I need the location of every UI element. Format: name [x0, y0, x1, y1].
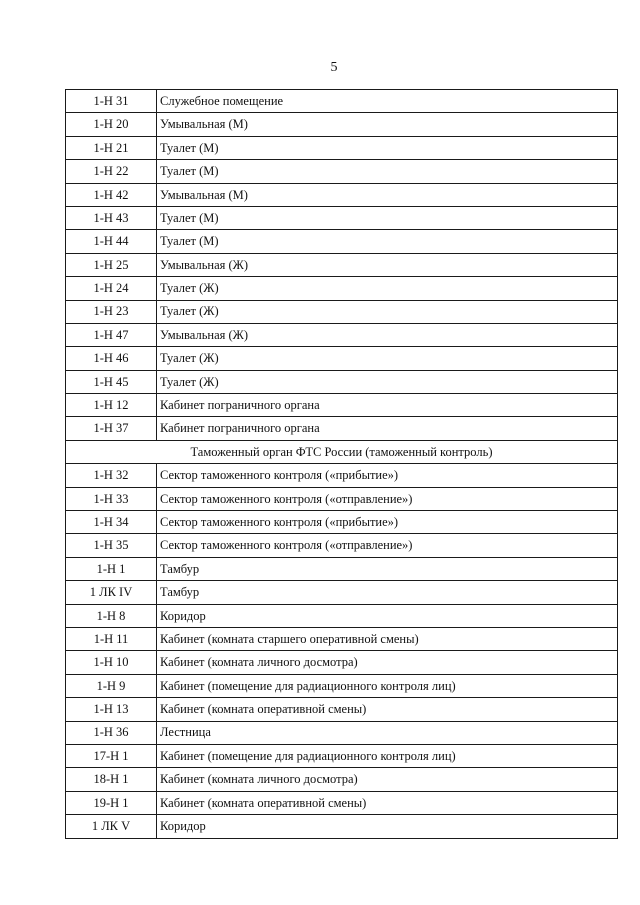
table-row	[66, 230, 618, 253]
room-code: 1-Н 42	[66, 183, 157, 206]
room-code: 1-Н 25	[66, 253, 157, 276]
room-code: 1-Н 37	[66, 417, 157, 440]
section-header: Таможенный орган ФТС России (таможенный контроль)	[66, 440, 618, 463]
room-name: Умывальная (Ж)	[157, 323, 618, 346]
table-row	[66, 417, 618, 440]
table-row	[66, 487, 618, 510]
room-code: 1 ЛК IV	[66, 581, 157, 604]
room-code: 1-Н 21	[66, 136, 157, 159]
room-name: Туалет (М)	[157, 230, 618, 253]
table-row	[66, 464, 618, 487]
table-row	[66, 160, 618, 183]
room-name: Коридор	[157, 815, 618, 838]
room-name: Туалет (М)	[157, 136, 618, 159]
room-code: 18-Н 1	[66, 768, 157, 791]
room-code: 1-Н 46	[66, 347, 157, 370]
room-code: 1-Н 34	[66, 511, 157, 534]
table-row	[66, 347, 618, 370]
room-code: 1-Н 13	[66, 698, 157, 721]
room-code: 1-Н 31	[66, 90, 157, 113]
room-name: Служебное помещение	[157, 90, 618, 113]
table-row	[66, 183, 618, 206]
section-header-row	[66, 440, 618, 463]
room-name: Умывальная (М)	[157, 183, 618, 206]
table-row	[66, 394, 618, 417]
room-code: 1-Н 45	[66, 370, 157, 393]
table-row	[66, 815, 618, 838]
room-name: Туалет (Ж)	[157, 277, 618, 300]
room-code: 1-Н 36	[66, 721, 157, 744]
table-row	[66, 534, 618, 557]
table-row	[66, 370, 618, 393]
room-name: Сектор таможенного контроля («отправление»)	[157, 534, 618, 557]
table-row	[66, 206, 618, 229]
room-name: Лестница	[157, 721, 618, 744]
room-code: 1-Н 10	[66, 651, 157, 674]
room-code: 1-Н 12	[66, 394, 157, 417]
room-name: Кабинет (помещение для радиационного контроля лиц)	[157, 674, 618, 697]
room-name: Туалет (М)	[157, 206, 618, 229]
room-name: Кабинет пограничного органа	[157, 417, 618, 440]
room-code: 1-Н 44	[66, 230, 157, 253]
room-name: Кабинет (комната личного досмотра)	[157, 768, 618, 791]
table-row	[66, 698, 618, 721]
table-row	[66, 604, 618, 627]
table-row	[66, 721, 618, 744]
room-code: 1-Н 20	[66, 113, 157, 136]
room-name: Коридор	[157, 604, 618, 627]
table-row	[66, 511, 618, 534]
room-name: Кабинет (помещение для радиационного контроля лиц)	[157, 744, 618, 767]
room-code: 1-Н 11	[66, 627, 157, 650]
table-row	[66, 627, 618, 650]
room-name: Кабинет (комната старшего оперативной смены)	[157, 627, 618, 650]
room-code: 1 ЛК V	[66, 815, 157, 838]
room-name: Кабинет (комната личного досмотра)	[157, 651, 618, 674]
table-row	[66, 768, 618, 791]
room-code: 17-Н 1	[66, 744, 157, 767]
table-row	[66, 136, 618, 159]
room-name: Умывальная (Ж)	[157, 253, 618, 276]
table-row	[66, 323, 618, 346]
room-code: 19-Н 1	[66, 791, 157, 814]
room-name: Кабинет (комната оперативной смены)	[157, 698, 618, 721]
room-code: 1-Н 1	[66, 557, 157, 580]
table-row	[66, 277, 618, 300]
room-code: 1-Н 24	[66, 277, 157, 300]
table-row	[66, 253, 618, 276]
page-number: 5	[330, 60, 338, 75]
room-code: 1-Н 32	[66, 464, 157, 487]
room-name: Сектор таможенного контроля («прибытие»)	[157, 464, 618, 487]
room-code: 1-Н 8	[66, 604, 157, 627]
room-name: Сектор таможенного контроля («отправление»)	[157, 487, 618, 510]
room-name: Туалет (Ж)	[157, 347, 618, 370]
table-row	[66, 674, 618, 697]
table-row	[66, 300, 618, 323]
room-name: Туалет (Ж)	[157, 300, 618, 323]
room-code: 1-Н 22	[66, 160, 157, 183]
premises-table	[65, 89, 618, 839]
room-name: Туалет (М)	[157, 160, 618, 183]
table-row	[66, 557, 618, 580]
room-code: 1-Н 43	[66, 206, 157, 229]
room-code: 1-Н 35	[66, 534, 157, 557]
room-code: 1-Н 23	[66, 300, 157, 323]
room-name: Умывальная (М)	[157, 113, 618, 136]
room-name: Тамбур	[157, 581, 618, 604]
room-code: 1-Н 33	[66, 487, 157, 510]
table-row	[66, 651, 618, 674]
room-name: Кабинет (комната оперативной смены)	[157, 791, 618, 814]
table-row	[66, 581, 618, 604]
table-row	[66, 744, 618, 767]
table-row	[66, 90, 618, 113]
room-code: 1-Н 47	[66, 323, 157, 346]
table-row	[66, 791, 618, 814]
room-name: Кабинет пограничного органа	[157, 394, 618, 417]
room-name: Тамбур	[157, 557, 618, 580]
room-name: Сектор таможенного контроля («прибытие»)	[157, 511, 618, 534]
premises-table-body	[66, 90, 618, 839]
room-code: 1-Н 9	[66, 674, 157, 697]
table-row	[66, 113, 618, 136]
room-name: Туалет (Ж)	[157, 370, 618, 393]
